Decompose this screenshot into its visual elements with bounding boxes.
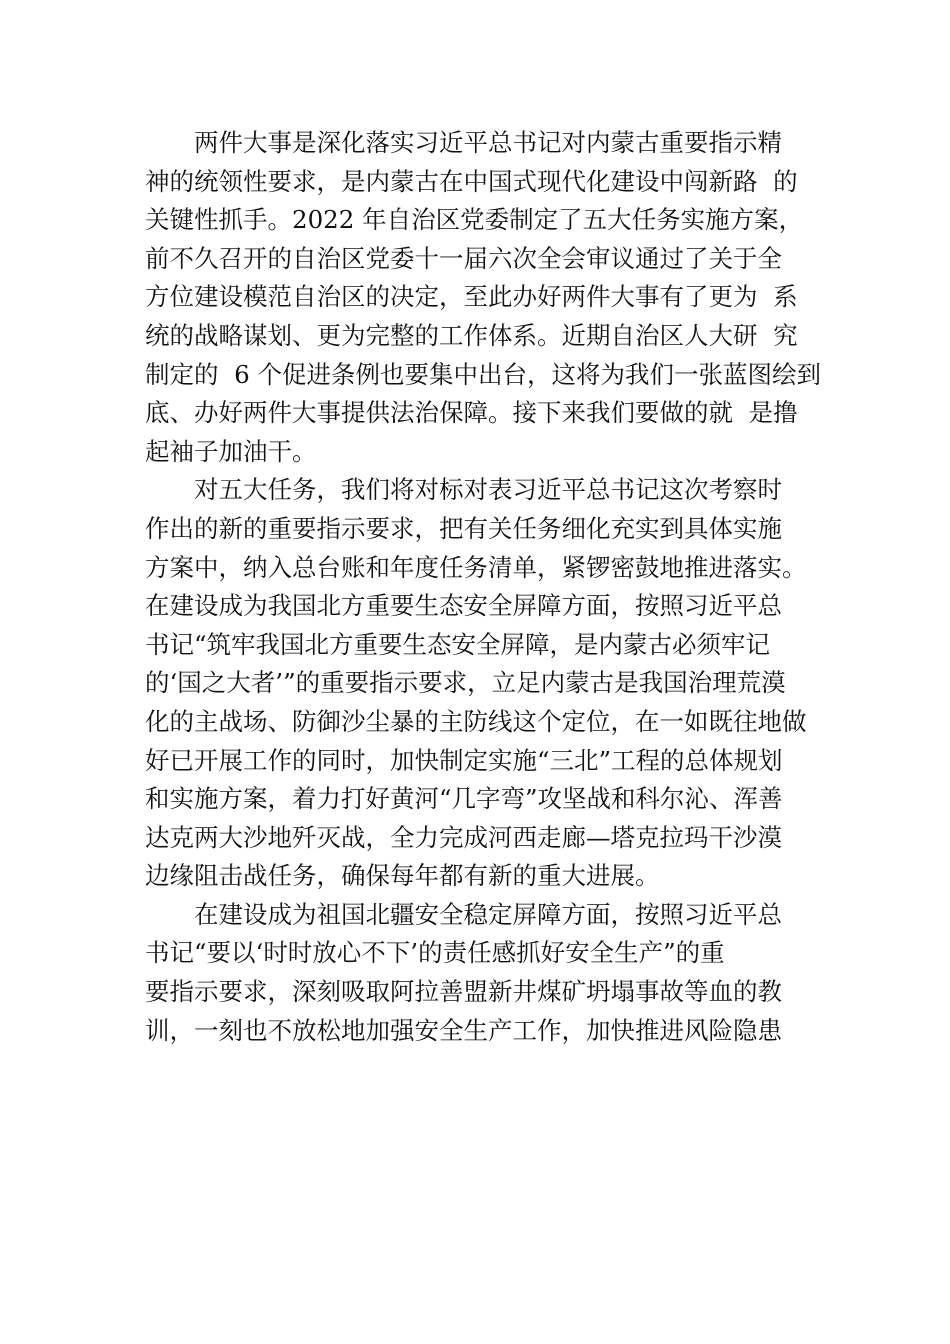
text-line: 在建设成为祖国北疆安全稳定屏障方面，按照习近平总 [194,899,782,929]
text-line: 要指示要求，深刻吸取阿拉善盟新井煤矿坍塌事故等血的教 [145,977,782,1007]
text-line: 好已开展工作的同时，加快制定实施“三北”工程的总体规划 [145,745,783,775]
text-line: 制定的 6 个促进条例也要集中出台，这将为我们一张蓝图绘到 [145,359,821,389]
text-line: 两件大事是深化落实习近平总书记对内蒙古重要指示精 [194,128,782,157]
text-line: 化的主战场、防御沙尘暴的主防线这个定位，在一如既往地做 [145,706,807,736]
text-line: 训，一刻也不放松地加强安全生产工作，加快推进风险隐患 [145,1015,782,1045]
paragraph-3 [145,896,845,1050]
paragraph-2 [145,471,845,896]
text-line: 方位建设模范自治区的决定，至此办好两件大事有了更为 系 [145,282,798,312]
text-line: 神的统领性要求，是内蒙古在中国式现代化建设中闯新路 的 [145,166,798,196]
text-line: 达克两大沙地歼灭战，全力完成河西走廊—塔克拉玛干沙漠 [145,822,782,852]
text-line: 对五大任务，我们将对标对表习近平总书记这次考察时 [194,475,782,505]
document-body [145,124,845,1050]
text-line: 起袖子加油干。 [145,436,317,466]
text-line: 关键性抓手。2022 年自治区党委制定了五大任务实施方案， [145,205,804,235]
text-line: 边缘阻击战任务，确保每年都有新的重大进展。 [145,861,660,891]
text-line: 在建设成为我国北方重要生态安全屏障方面，按照习近平总 [145,591,782,621]
text-line: 书记“筑牢我国北方重要生态安全屏障，是内蒙古必须牢记 [145,629,771,659]
text-line: 的‘国之大者’”的重要指示要求，立足内蒙古是我国治理荒漠 [145,668,786,698]
text-line: 作出的新的重要指示要求，把有关任务细化充实到具体实施 [145,513,782,543]
text-line: 方案中，纳入总台账和年度任务清单，紧锣密鼓地推进落实。 [145,552,807,582]
paragraph-1 [145,124,845,471]
text-line: 前不久召开的自治区党委十一届六次全会审议通过了关于全 [145,243,782,273]
text-line: 和实施方案，着力打好黄河“几字弯”攻坚战和科尔沁、浑善 [145,784,783,814]
text-line: 统的战略谋划、更为完整的工作体系。近期自治区人大研 究 [145,320,798,350]
text-line: 底、办好两件大事提供法治保障。接下来我们要做的就 是撸 [145,398,798,428]
text-line: 书记“要以‘时时放心不下’的责任感抓好安全生产”的重 [145,938,725,968]
